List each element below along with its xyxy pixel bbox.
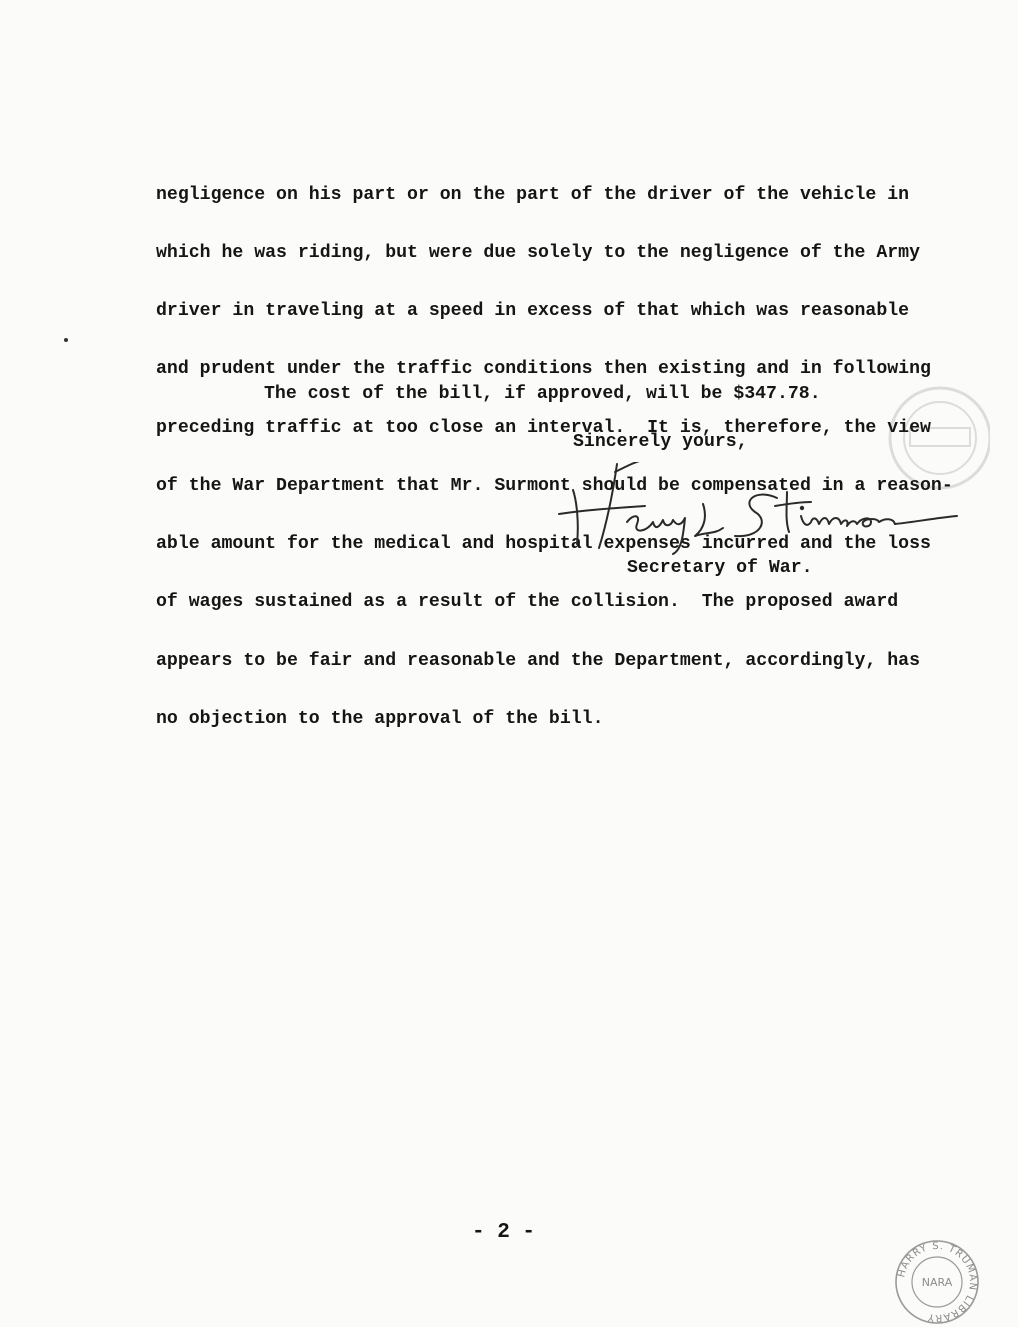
body-line: driver in traveling at a speed in excess of that which was reasonable bbox=[156, 301, 910, 322]
body-line: able amount for the medical and hospital expenses incurred and the loss bbox=[156, 534, 931, 555]
body-line: no objection to the approval of the bill. bbox=[156, 708, 604, 729]
body-line: negligence on his part or on the part of the driver of the vehicle in bbox=[156, 184, 910, 205]
seal-ring-text: HARRY S. TRUMAN LIBRARY bbox=[896, 1240, 979, 1324]
body-line: and prudent under the traffic conditions then existing and in following bbox=[156, 359, 931, 380]
seal-center-text: NARA bbox=[921, 1276, 953, 1289]
cost-statement: The cost of the bill, if approved, will be $347.78. bbox=[264, 384, 821, 404]
body-line: of the War Department that Mr. Surmont should be compensated in a reason- bbox=[156, 475, 953, 496]
body-line: preceding traffic at too close an interval. It is, therefore, the view bbox=[156, 417, 931, 438]
letter-body bbox=[156, 147, 953, 768]
body-line: which he was riding, but were due solely to the negligence of the Army bbox=[156, 243, 920, 264]
body-line: of wages sustained as a result of the collision. The proposed award bbox=[156, 592, 899, 613]
faint-received-stamp bbox=[880, 380, 990, 495]
margin-mark bbox=[64, 338, 68, 342]
page-number: - 2 - bbox=[472, 1221, 536, 1244]
closing-salutation: Sincerely yours, bbox=[573, 432, 748, 452]
body-line: appears to be fair and reasonable and the Department, accordingly, has bbox=[156, 650, 920, 671]
signature-title: Secretary of War. bbox=[627, 558, 813, 578]
nara-library-seal bbox=[893, 1238, 981, 1326]
